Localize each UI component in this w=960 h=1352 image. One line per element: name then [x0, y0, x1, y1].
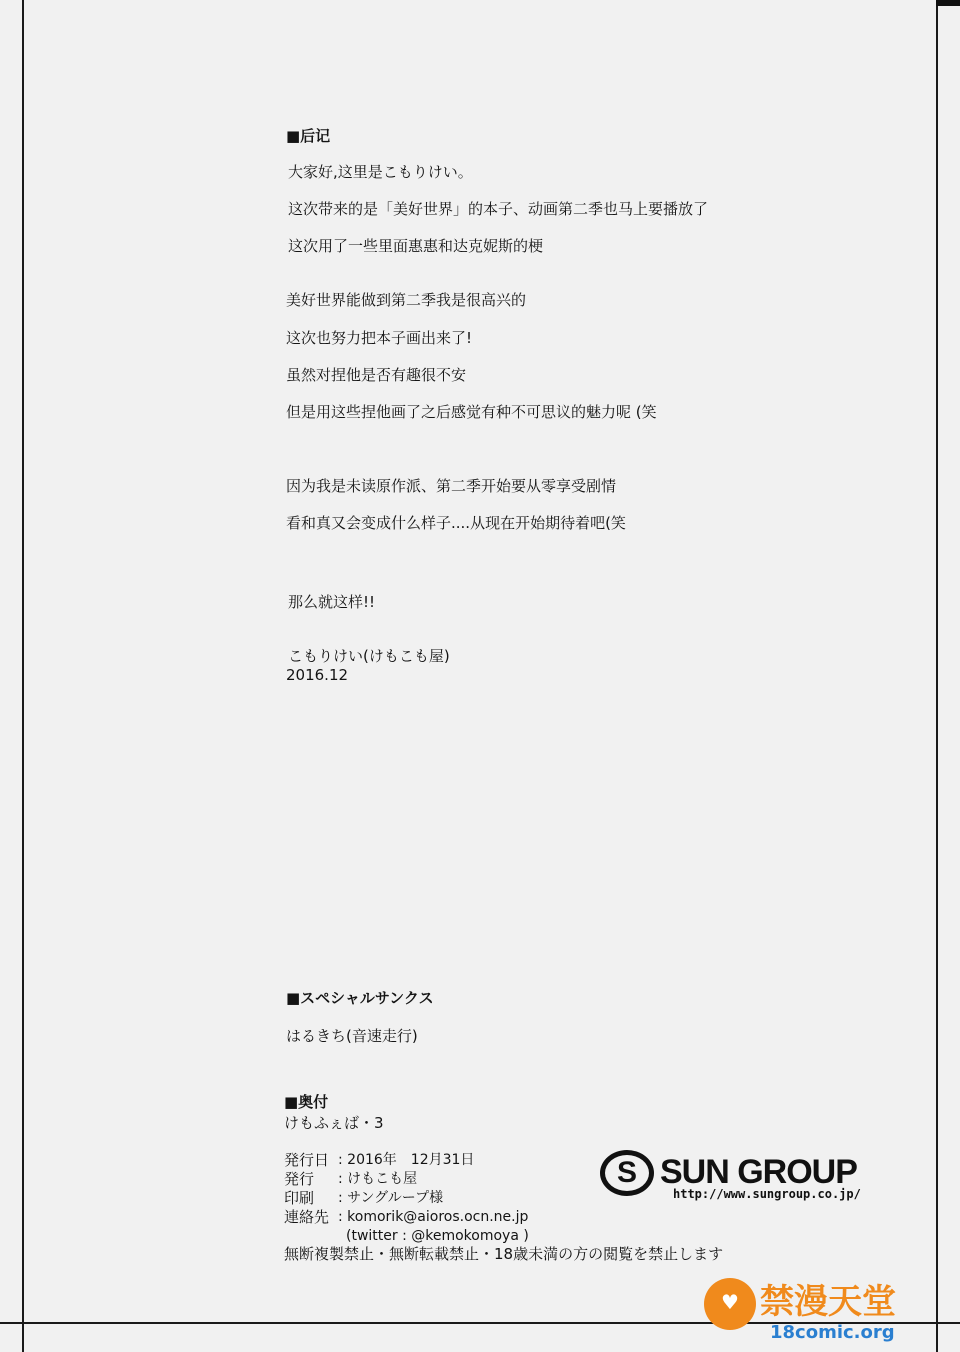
corner-mark: [936, 0, 960, 6]
afterword-line: 大家好,这里是こもりけい。: [288, 163, 473, 181]
afterword-line: 美好世界能做到第二季我是很高兴的: [286, 291, 527, 309]
afterword-signature: こもりけい(けもこも屋): [288, 647, 450, 665]
sungroup-logo-mark: S: [616, 1156, 637, 1189]
afterword-line: 这次用了一些里面惠惠和达克妮斯的梗: [288, 237, 544, 255]
colophon-value: : komorik@aioros.ocn.ne.jp: [338, 1209, 529, 1225]
afterword-line: 虽然对捏他是否有趣很不安: [286, 366, 467, 384]
watermark-text: 禁漫天堂: [760, 1282, 896, 1322]
afterword-date: 2016.12: [286, 666, 349, 684]
afterword-line: 看和真又会变成什么样子....从现在开始期待着吧(笑: [286, 514, 626, 532]
colophon-heading: ■奥付: [284, 1093, 329, 1111]
colophon-value: : 2016年 12月31日: [338, 1152, 475, 1168]
heart-icon: ♥: [721, 1290, 739, 1314]
afterword-line: 这次带来的是「美好世界」的本子、动画第二季也马上要播放了: [288, 200, 709, 218]
thanks-heading: ■スペシャルサンクス: [286, 989, 434, 1007]
watermark-url[interactable]: 18comic.org: [770, 1322, 895, 1343]
afterword-line: 那么就这样!!: [288, 593, 376, 611]
thanks-name: はるきち(音速走行): [286, 1027, 418, 1045]
colophon-value: : けもこも屋: [338, 1171, 418, 1187]
colophon-title: けもふぇば・3: [284, 1114, 384, 1132]
colophon-label: 連絡先: [284, 1208, 330, 1226]
colophon-value: : サングループ様: [338, 1190, 444, 1206]
colophon-label: 発行日: [284, 1151, 330, 1169]
afterword-heading: ■后记: [286, 127, 331, 145]
afterword-line: 但是用这些捏他画了之后感觉有种不可思议的魅力呢 (笑: [286, 403, 657, 421]
colophon-label: 発行: [284, 1170, 315, 1188]
colophon-twitter: (twitter : @kemokomoya ): [346, 1228, 529, 1244]
margin-rule-left: [22, 0, 24, 1352]
afterword-line: 因为我是未读原作派、第二季开始要从零享受剧情: [286, 477, 617, 495]
margin-rule-right: [936, 0, 938, 1352]
sungroup-url: http://www.sungroup.co.jp/: [673, 1187, 861, 1201]
sungroup-logo-name: SUN GROUP: [660, 1153, 857, 1191]
colophon-notice: 無断複製禁止・無断転載禁止・18歳未満の方の閲覧を禁止します: [284, 1245, 724, 1263]
colophon-label: 印刷: [284, 1189, 315, 1207]
afterword-line: 这次也努力把本子画出来了!: [286, 329, 473, 347]
